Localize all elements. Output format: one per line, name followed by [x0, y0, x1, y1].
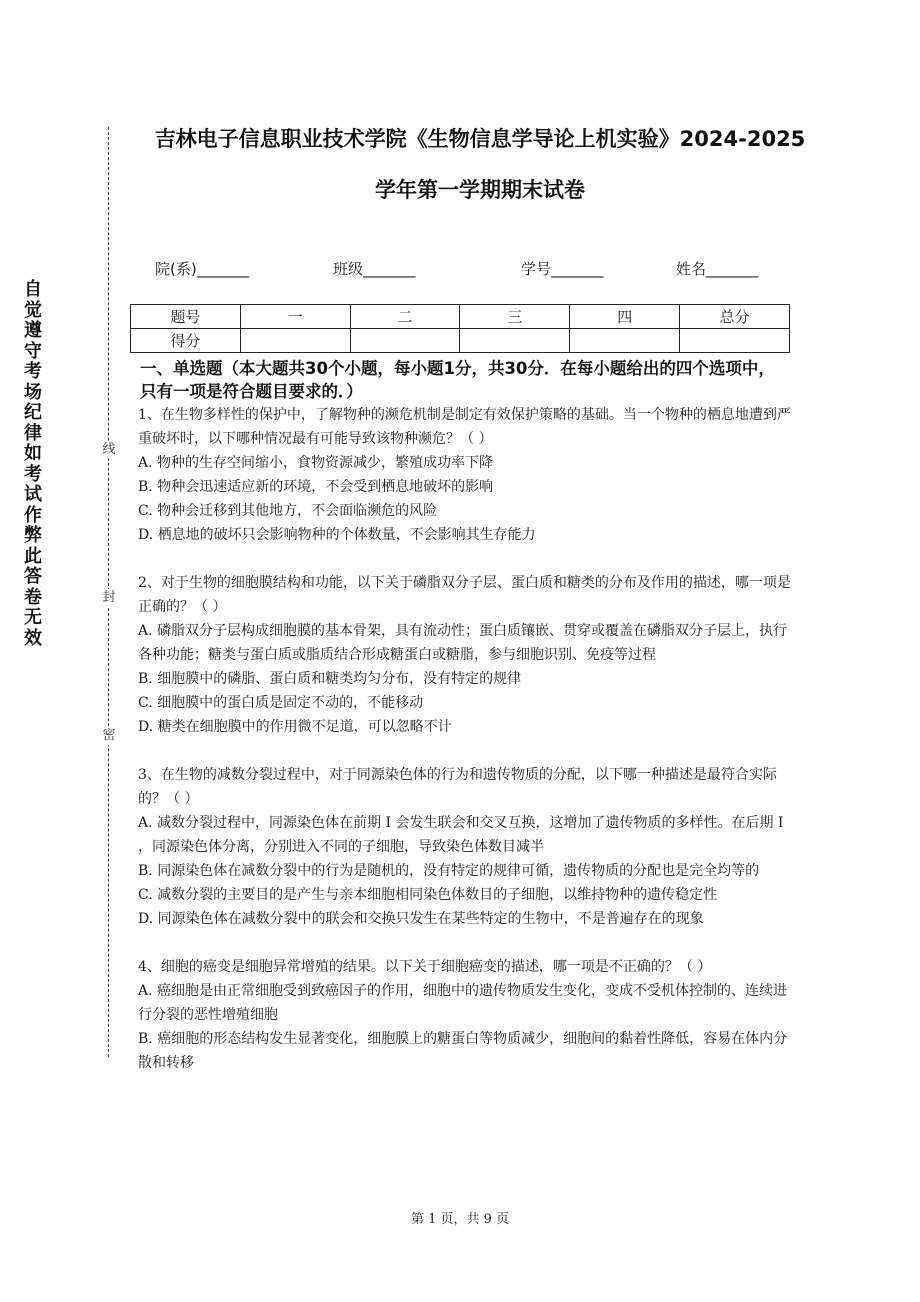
seal-mark-seal: 封: [100, 589, 118, 607]
option-d[interactable]: D. 栖息地的破坏只会影响物种的个体数量，不会影响其生存能力: [138, 527, 536, 543]
side-note-char: 如: [24, 443, 42, 464]
side-note-char: 弊: [24, 525, 42, 546]
question-4: [138, 955, 794, 1075]
seal-mark-secret: 密: [100, 727, 118, 745]
option-b[interactable]: B. 物种会迅速适应新的环境，不会受到栖息地破坏的影响: [138, 479, 494, 495]
side-note-char: 律: [24, 422, 42, 444]
option-c[interactable]: C. 物种会迁移到其他地方，不会面临濒危的风险: [138, 503, 438, 519]
question-stem: 2、对于生物的细胞膜结构和功能，以下关于磷脂双分子层、蛋白质和糖类的分布及作用的描述，哪一项是正确的？（ ）: [138, 575, 791, 615]
student-info-row: [155, 258, 795, 282]
side-note-char: 卷: [24, 586, 42, 608]
side-note-char: 效: [24, 627, 42, 649]
question-stem: 1、在生物多样性的保护中，了解物种的濒危机制是制定有效保护策略的基础。当一个物种的栖息地遭到严重破坏时，以下哪种情况最有可能导致该物种濒危？（ ）: [138, 407, 791, 447]
score-header-cell: 一: [240, 305, 350, 329]
score-cell[interactable]: [570, 329, 680, 353]
seal-mark-line: 线: [100, 441, 118, 459]
option-c[interactable]: C. 细胞膜中的蛋白质是固定不动的，不能移动: [138, 695, 424, 711]
student-id-field[interactable]: 学号_______: [521, 260, 604, 278]
side-note-char: 遵: [24, 320, 42, 341]
score-cell[interactable]: [460, 329, 570, 353]
page-footer: 第 1 页，共 9 页: [410, 1212, 510, 1227]
exam-title-line-2: 学年第一学期期末试卷: [375, 178, 585, 202]
option-a[interactable]: A. 癌细胞是由正常细胞受到致癌因子的作用，细胞中的遗传物质发生变化，变成不受机体控制的、连续进行分裂的恶性增殖细胞: [138, 983, 788, 1023]
side-note-char: 答: [24, 566, 42, 587]
option-a[interactable]: A. 减数分裂过程中，同源染色体在前期 Ⅰ 会发生联会和交叉互换，这增加了遗传物质的多样性。在后期 Ⅰ ，同源染色体分离，分别进入不同的子细胞，导致染色体数目减半: [138, 815, 784, 855]
side-note-char: 试: [24, 484, 42, 505]
option-c[interactable]: C. 减数分裂的主要目的是产生与亲本细胞相同染色体数目的子细胞，以维持物种的遗传稳定性: [138, 887, 718, 903]
score-cell[interactable]: [680, 329, 790, 353]
option-d[interactable]: D. 糖类在细胞膜中的作用微不足道，可以忽略不计: [138, 719, 452, 735]
question-stem: 3、在生物的减数分裂过程中，对于同源染色体的行为和遗传物质的分配，以下哪一种描述是最符合实际的？（ ）: [138, 767, 777, 807]
exam-discipline-note: [18, 280, 48, 649]
option-b[interactable]: B. 细胞膜中的磷脂、蛋白质和糖类均匀分布，没有特定的规律: [138, 671, 522, 687]
side-note-char: 作: [24, 504, 42, 526]
class-field[interactable]: 班级_______: [333, 260, 416, 278]
side-note-char: 纪: [24, 402, 42, 423]
option-b[interactable]: B. 同源染色体在减数分裂中的行为是随机的，没有特定的规律可循，遗传物质的分配也是完全均等的: [138, 863, 760, 879]
score-table-header-row: [131, 305, 790, 329]
question-1: [138, 403, 794, 547]
side-note-char: 自: [24, 279, 42, 300]
side-note-char: 觉: [24, 299, 42, 321]
score-header-cell: 二: [350, 305, 460, 329]
side-note-char: 场: [24, 381, 42, 403]
option-b[interactable]: B. 癌细胞的形态结构发生显著变化，细胞膜上的糖蛋白等物质减少，细胞间的黏着性降低，容易在体内分散和转移: [138, 1031, 788, 1071]
section-heading: 一、单选题（本大题共30个小题，每小题1分，共30分．在每小题给出的四个选项中，只有一项是符合题目要求的．）: [140, 359, 775, 401]
option-d[interactable]: D. 同源染色体在减数分裂中的联会和交换只发生在某些特定的生物中，不是普遍存在的现象: [138, 911, 704, 927]
department-field[interactable]: 院(系)_______: [155, 260, 250, 278]
score-header-cell: 总分: [680, 305, 790, 329]
score-header-cell: 四: [570, 305, 680, 329]
score-header-cell: 题号: [131, 305, 241, 329]
score-row-label: 得分: [131, 329, 241, 353]
exam-title-line-1: 吉林电子信息职业技术学院《生物信息学导论上机实验》2024-2025: [154, 127, 806, 151]
question-stem: 4、细胞的癌变是细胞异常增殖的结果。以下关于细胞癌变的描述，哪一项是不正确的？（ ）: [138, 959, 712, 975]
score-cell[interactable]: [240, 329, 350, 353]
side-note-char: 无: [24, 607, 42, 628]
score-cell[interactable]: [350, 329, 460, 353]
score-table-score-row: [131, 329, 790, 353]
score-table: [130, 304, 790, 353]
option-a[interactable]: A. 物种的生存空间缩小，食物资源减少，繁殖成功率下降: [138, 455, 494, 471]
question-2: [138, 571, 794, 739]
side-note-char: 考: [24, 361, 42, 382]
side-note-char: 考: [24, 463, 42, 485]
question-3: [138, 763, 794, 931]
option-a[interactable]: A. 磷脂双分子层构成细胞膜的基本骨架，具有流动性；蛋白质镶嵌、贯穿或覆盖在磷脂双分子层上，执行各种功能；糖类与蛋白质或脂质结合形成糖蛋白或糖脂，参与细胞识别、免疫等过程: [138, 623, 788, 663]
side-note-char: 守: [24, 340, 42, 362]
question-list: [138, 403, 794, 1075]
score-header-cell: 三: [460, 305, 570, 329]
side-note-char: 此: [24, 545, 42, 567]
name-field[interactable]: 姓名_______: [676, 260, 759, 278]
